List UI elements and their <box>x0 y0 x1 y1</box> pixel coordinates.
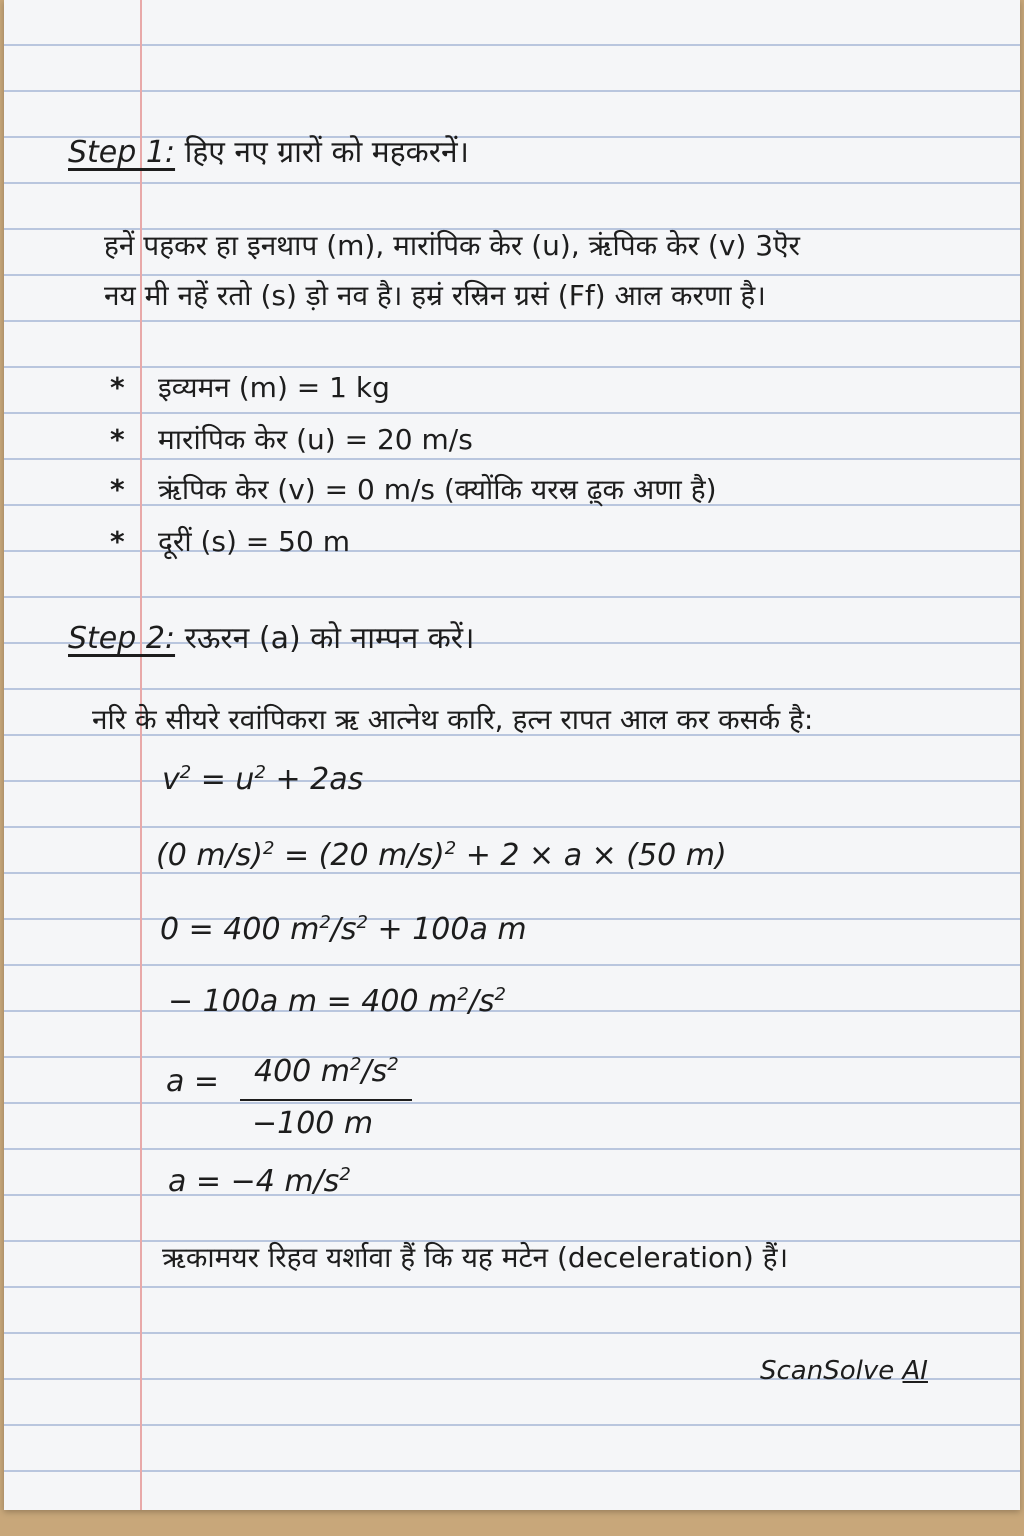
scansolve-signature <box>760 1356 928 1386</box>
eq-exponent: 2 <box>319 912 331 933</box>
step1-heading <box>68 130 469 171</box>
eq-exponent: 2 <box>254 762 266 783</box>
eq-part: v <box>162 762 180 797</box>
equation-fraction-denominator: −100 m <box>252 1106 374 1141</box>
given-mass <box>110 368 390 406</box>
eq-part: + 2as <box>265 762 364 797</box>
step2-heading <box>68 616 474 657</box>
step1-title: हिए नए ग्रारों को महकरनें। <box>184 135 470 170</box>
formula-intro: नरि के सीयरे रवांपिकरा ऋ आत्नेथ कारि, हत्न रापत आल कर कसर्क है: <box>92 703 814 736</box>
intro-line-1: हनें पहकर हा इनथाप (m), मारांपिक केर (u), ऋंपिक केर (v) 3ऎर <box>104 229 800 262</box>
eq-part: /s <box>361 1054 388 1089</box>
bullet-star: * <box>110 423 125 456</box>
eq-exponent: 2 <box>350 1054 362 1075</box>
eq-part: + 2 × a × (50 m) <box>456 838 727 873</box>
bullet-text: दूरीं (s) = 50 m <box>158 525 350 558</box>
eq-part: (0 m/s) <box>156 838 263 873</box>
signature-text: ScanSolve <box>760 1356 903 1386</box>
bullet-text: मारांपिक केर (u) = 20 m/s <box>158 423 473 456</box>
eq-exponent: 2 <box>457 984 469 1005</box>
eq-exponent: 2 <box>356 912 368 933</box>
conclusion-line: ऋकामयर रिहव यर्शावा हैं कि यह मटेन (deceleration) हैं। <box>162 1241 789 1274</box>
fraction-bar <box>240 1099 412 1101</box>
eq-part: − 100a m = 400 m <box>168 984 458 1019</box>
eq-exponent: 2 <box>387 1054 399 1075</box>
eq-exponent: 2 <box>339 1164 351 1185</box>
eq-part: = u <box>191 762 255 797</box>
equation-rearranged <box>168 984 506 1019</box>
eq-part: = (20 m/s) <box>274 838 445 873</box>
eq-exponent: 2 <box>444 838 457 859</box>
signature-ai: AI <box>902 1356 928 1386</box>
eq-part: /s <box>468 984 495 1019</box>
equation-simplified <box>160 912 527 947</box>
step2-title: रऊरन (a) को नाम्पन करें। <box>184 621 475 656</box>
eq-part: /s <box>330 912 357 947</box>
eq-part: 0 = 400 m <box>160 912 320 947</box>
eq-part: a = −4 m/s <box>168 1164 340 1199</box>
notebook-page <box>4 0 1020 1510</box>
given-initial-velocity <box>110 420 473 458</box>
equation-result <box>168 1164 351 1199</box>
equation-fraction-lhs: a = <box>166 1064 220 1099</box>
bullet-star: * <box>110 473 125 506</box>
eq-part: + 100a m <box>367 912 527 947</box>
bullet-text: इव्यमन (m) = 1 kg <box>158 371 390 404</box>
equation-kinematic <box>162 762 363 797</box>
eq-exponent: 2 <box>494 984 506 1005</box>
equation-fraction-numerator <box>254 1054 399 1089</box>
given-final-velocity <box>110 470 717 508</box>
bullet-star: * <box>110 525 125 558</box>
intro-line-2: नय मी नहें रतो (s) ड़ो नव है। हम्रं रस्रिन ग्रसं (Ff) आल करणा है। <box>104 279 766 312</box>
eq-part: 400 m <box>254 1054 351 1089</box>
eq-exponent: 2 <box>179 762 192 783</box>
bullet-text: ऋंपिक केर (v) = 0 m/s (क्योंकि यरस्र ढ़्क अणा है) <box>158 473 717 506</box>
equation-substitution <box>156 838 727 873</box>
eq-exponent: 2 <box>263 838 275 859</box>
given-distance <box>110 522 350 560</box>
step1-label: Step 1: <box>68 135 176 170</box>
bullet-star: * <box>110 371 125 404</box>
step2-label: Step 2: <box>68 621 176 656</box>
